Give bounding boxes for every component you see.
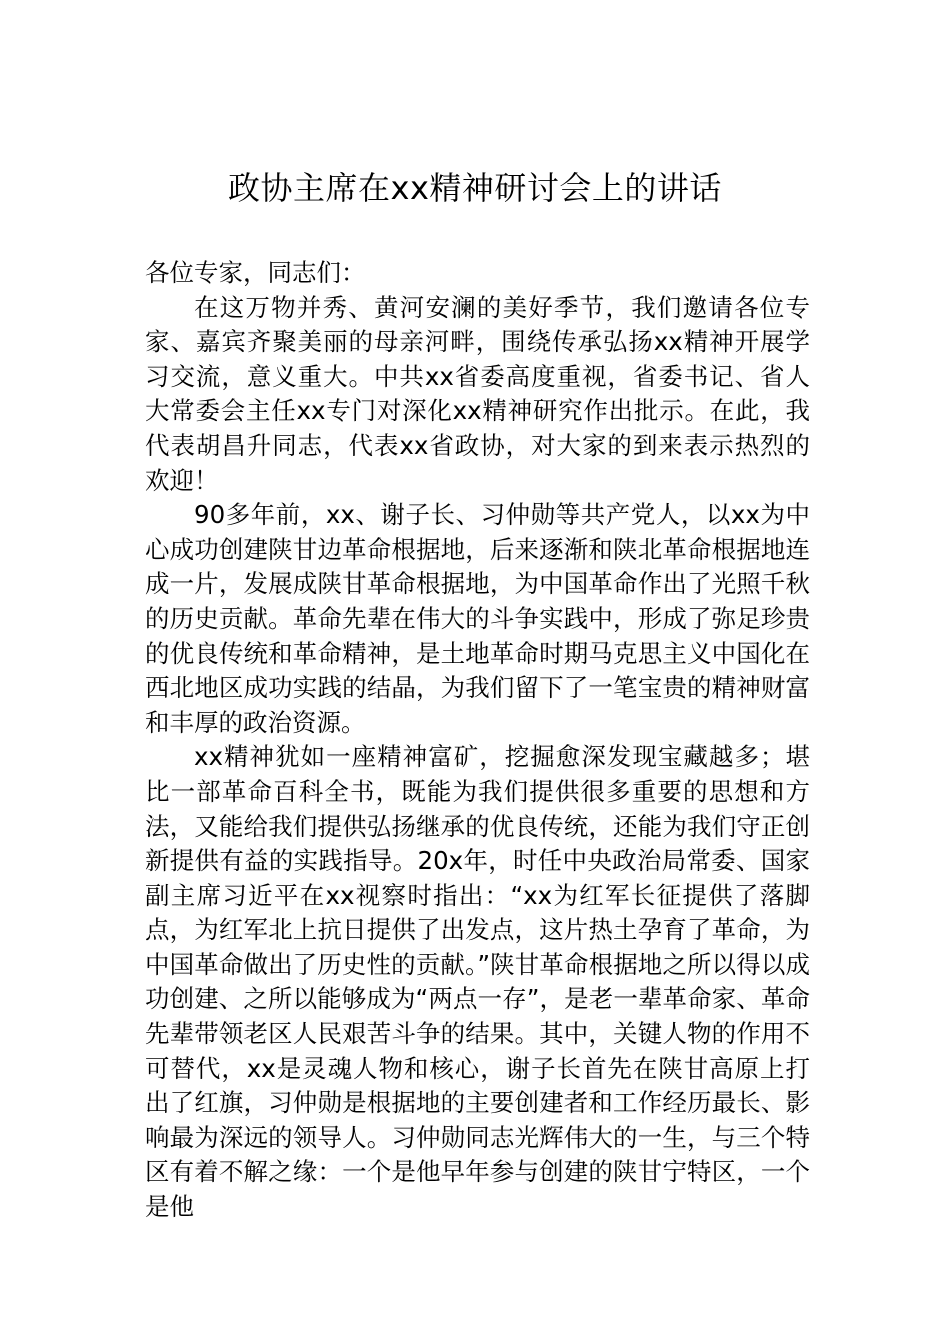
document-title: 政协主席在xx精神研讨会上的讲话: [228, 169, 722, 207]
paragraph-2: 90多年前，xx、谢子长、习仲勋等共产党人，以xx为中心成功创建陕甘边革命根据地，后来逐渐和陕北革命根据地连成一片，发展成陕甘革命根据地，为中国革命作出了光照千秋的历史贡献。革命先辈在伟大的斗争实践中，形成了弥足珍贵的优良传统和革命精神，是土地革命时期马克思主义中国化在西北地区成功实践的结晶，为我们留下了一笔宝贵的精神财富和丰厚的政治资源。: [145, 500, 810, 737]
paragraph-1: 在这万物并秀、黄河安澜的美好季节，我们邀请各位专家、嘉宾齐聚美丽的母亲河畔，围绕传承弘扬xx精神开展学习交流，意义重大。中共xx省委高度重视，省委书记、省人大常委会主任xx专门对深化xx精神研究作出批示。在此，我代表胡昌升同志，代表xx省政协，对大家的到来表示热烈的欢迎！: [145, 292, 810, 495]
document-body: [145, 256, 810, 1225]
salutation: 各位专家，同志们：: [145, 258, 366, 287]
paragraph-3: xx精神犹如一座精神富矿，挖掘愈深发现宝藏越多；堪比一部革命百科全书，既能为我们提供很多重要的思想和方法，又能给我们提供弘扬继承的优良传统，还能为我们守正创新提供有益的实践指导。20x年，时任中央政治局常委、国家副主席习近平在xx视察时指出：“xx为红军长征提供了落脚点，为红军北上抗日提供了出发点，这片热土孕育了革命，为中国革命做出了历史性的贡献。”陕甘革命根据地之所以得以成功创建、之所以能够成为“两点一存”，是老一辈革命家、革命先辈带领老区人民艰苦斗争的结果。其中，关键人物的作用不可替代，xx是灵魂人物和核心，谢子长首先在陕甘高原上打出了红旗，习仲勋是根据地的主要创建者和工作经历最长、影响最为深远的领导人。习仲勋同志光辉伟大的一生，与三个特区有着不解之缘：一个是他早年参与创建的陕甘宁特区，一个是他: [145, 742, 810, 1222]
